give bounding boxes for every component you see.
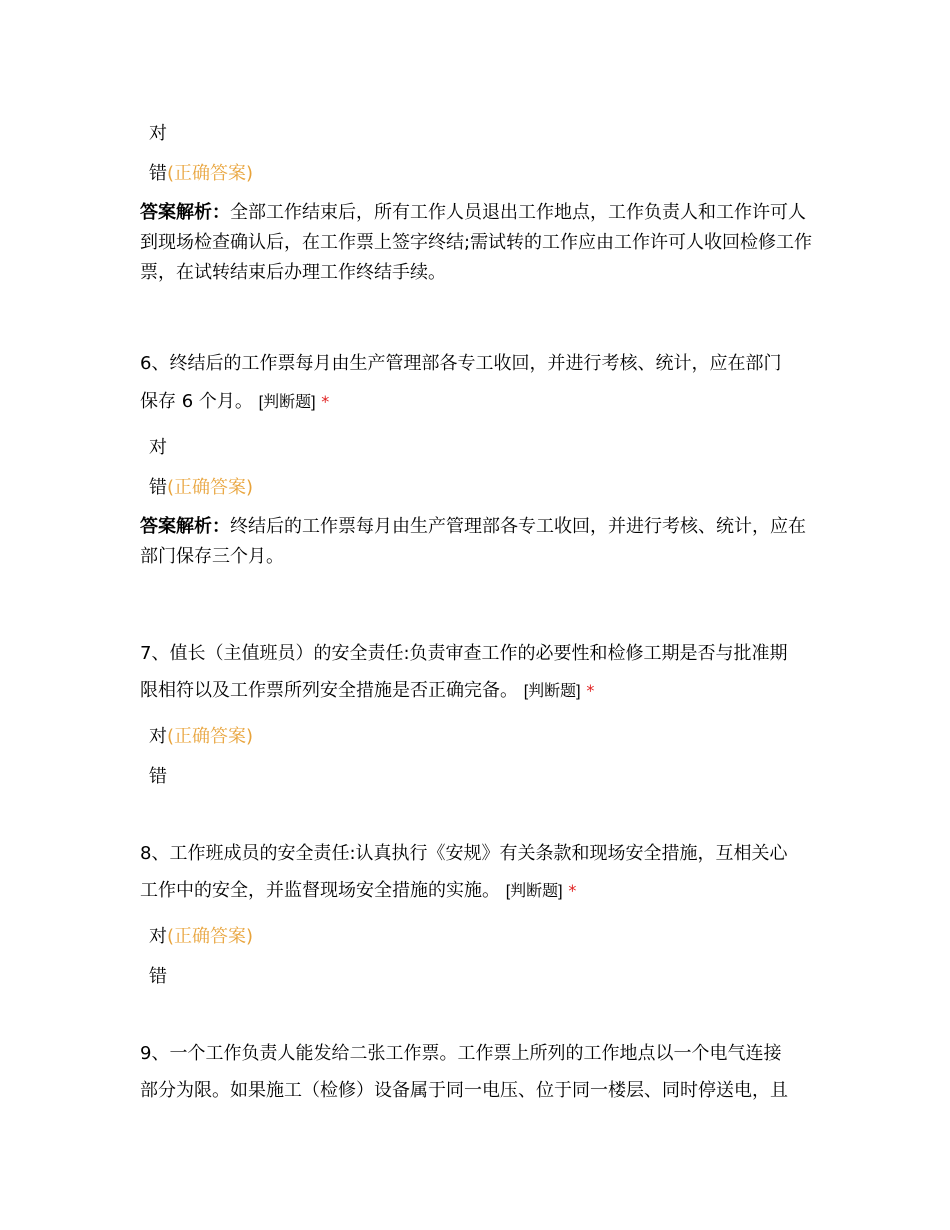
q9-title-line1: 9、一个工作负责人能发给二张工作票。工作票上所列的工作地点以一个电气连接 xyxy=(140,1043,782,1064)
question-type-tag: [判断题] xyxy=(258,394,316,411)
option-label: 错 xyxy=(149,477,167,498)
option-label: 对 xyxy=(149,123,167,144)
q7-title-line1: 7、值长（主值班员）的安全责任:负责审查工作的必要性和检修工期是否与批准期 xyxy=(140,643,788,664)
q7-option-false[interactable] xyxy=(149,765,167,789)
q8-title-line2 xyxy=(140,879,576,904)
option-label: 对 xyxy=(149,437,167,458)
required-asterisk: * xyxy=(586,681,595,700)
analysis-text: 全部工作结束后，所有工作人员退出工作地点，工作负责人和工作许可人到现场检查确认后，在工作票上签字终结;需试转的工作应由工作许可人收回检修工作票，在试转结束后办理工作终结手续。 xyxy=(140,202,813,283)
option-label: 对 xyxy=(149,926,167,947)
q7-option-true[interactable] xyxy=(149,725,253,749)
q8-option-true[interactable] xyxy=(149,925,253,949)
q8-option-false[interactable] xyxy=(149,965,167,989)
option-label: 错 xyxy=(149,766,167,787)
question-type-tag: [判断题] xyxy=(505,883,563,900)
question-text: 工作中的安全，并监督现场安全措施的实施。 xyxy=(140,880,500,901)
question-type-tag: [判断题] xyxy=(523,683,581,700)
q5-analysis xyxy=(140,198,820,288)
q7-title-line2 xyxy=(140,679,594,704)
correct-answer-mark: (正确答案) xyxy=(167,477,254,498)
correct-answer-mark: (正确答案) xyxy=(167,163,254,184)
option-label: 错 xyxy=(149,163,167,184)
q6-title-line1: 6、终结后的工作票每月由生产管理部各专工收回，并进行考核、统计，应在部门 xyxy=(140,353,782,374)
q6-option-true[interactable] xyxy=(149,436,167,460)
option-label: 对 xyxy=(149,726,167,747)
q6-analysis xyxy=(140,512,820,572)
q8-title-line1: 8、工作班成员的安全责任:认真执行《安规》有关条款和现场安全措施，互相关心 xyxy=(140,843,788,864)
q5-option-false[interactable] xyxy=(149,162,253,186)
option-label: 错 xyxy=(149,966,167,987)
question-text: 限相符以及工作票所列安全措施是否正确完备。 xyxy=(140,680,518,701)
required-asterisk: * xyxy=(568,881,577,900)
analysis-label: 答案解析： xyxy=(140,516,230,537)
q9-title-line2: 部分为限。如果施工（检修）设备属于同一电压、位于同一楼层、同时停送电，且 xyxy=(140,1080,788,1101)
analysis-label: 答案解析： xyxy=(140,202,230,223)
q5-option-true[interactable] xyxy=(149,122,167,146)
correct-answer-mark: (正确答案) xyxy=(167,926,254,947)
question-text: 保存 6 个月。 xyxy=(140,391,253,412)
q6-title-line2 xyxy=(140,390,329,415)
analysis-text: 终结后的工作票每月由生产管理部各专工收回，并进行考核、统计，应在部门保存三个月。 xyxy=(140,516,806,567)
required-asterisk: * xyxy=(321,392,330,411)
q6-option-false[interactable] xyxy=(149,476,253,500)
correct-answer-mark: (正确答案) xyxy=(167,726,254,747)
